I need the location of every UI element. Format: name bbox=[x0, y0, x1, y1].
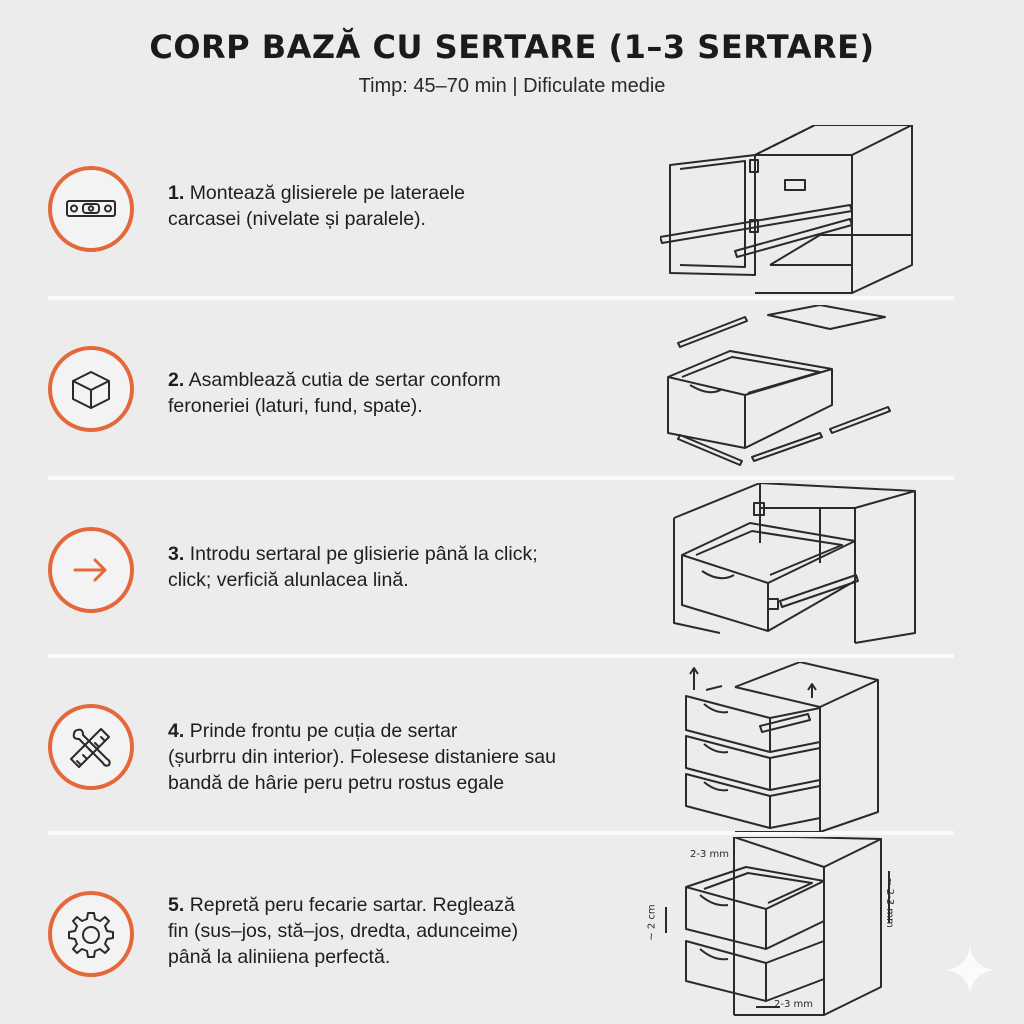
step-1 bbox=[0, 125, 1024, 295]
step-number: 2. bbox=[168, 369, 185, 391]
step-text-line: click; verficiă alunlacea lină. bbox=[168, 569, 409, 591]
step-text-line: carcasei (nivelate și paralele). bbox=[168, 208, 426, 230]
step-3-text bbox=[168, 541, 638, 593]
drawer-fronts-illustration bbox=[660, 662, 890, 832]
page-title: CORP BAZĂ CU SERTARE (1–3 SERTARE) bbox=[149, 28, 875, 66]
sparkle-icon bbox=[944, 944, 996, 996]
step-text-line: (șurbrru din interior). Folesese distaniere sau bbox=[168, 746, 557, 768]
step-divider bbox=[48, 654, 954, 658]
spirit-level-icon bbox=[48, 166, 134, 252]
step-number: 1. bbox=[168, 182, 185, 204]
step-divider bbox=[48, 296, 954, 300]
step-text-line: Repretă peru fecarie sartar. Reglează bbox=[189, 894, 515, 916]
step-text-line: Introdu sertaral pe glisierie până la click; bbox=[189, 543, 538, 565]
gear-icon bbox=[48, 891, 134, 977]
dimension-label-bottom: 2-3 mm bbox=[774, 999, 813, 1010]
step-2 bbox=[0, 305, 1024, 475]
dimension-label-top: 2-3 mm bbox=[690, 849, 729, 860]
step-5 bbox=[0, 835, 1024, 1010]
step-text-line: Prinde frontu pe cuția de sertar bbox=[189, 720, 458, 742]
step-text-line: bandă de hârie peru petru rostus egale bbox=[168, 772, 505, 794]
step-text-line: feroneriei (laturi, fund, spate). bbox=[168, 395, 423, 417]
step-number: 3. bbox=[168, 543, 185, 565]
step-text-line: până la aliniiena perfectă. bbox=[168, 946, 391, 968]
step-number: 5. bbox=[168, 894, 185, 916]
tools-icon bbox=[48, 704, 134, 790]
step-4-text bbox=[168, 718, 648, 796]
step-text-line: Asamblează cutia de sertar conform bbox=[188, 369, 501, 391]
drawer-parts-illustration bbox=[660, 305, 900, 470]
step-2-text bbox=[168, 367, 638, 419]
drawer-alignment-illustration bbox=[646, 837, 916, 1017]
step-divider bbox=[48, 476, 954, 480]
cabinet-slides-illustration bbox=[660, 125, 920, 295]
step-1-text bbox=[168, 180, 638, 232]
box-icon bbox=[48, 346, 134, 432]
step-text-line: Montează glisierele pe lateraele bbox=[189, 182, 466, 204]
dimension-label-right: ~ 2-3 mm bbox=[883, 877, 895, 928]
page-subtitle: Timp: 45–70 min | Dificulate medie bbox=[358, 75, 666, 97]
step-3 bbox=[0, 483, 1024, 653]
dimension-label-left: ~ 2 cm bbox=[646, 904, 658, 941]
step-4 bbox=[0, 660, 1024, 830]
drawer-insert-illustration bbox=[660, 483, 920, 648]
step-text-line: fin (sus–jos, stă–jos, dredta, adunceime) bbox=[168, 920, 519, 942]
step-5-text bbox=[168, 892, 638, 970]
arrow-right-icon bbox=[48, 527, 134, 613]
step-number: 4. bbox=[168, 720, 185, 742]
